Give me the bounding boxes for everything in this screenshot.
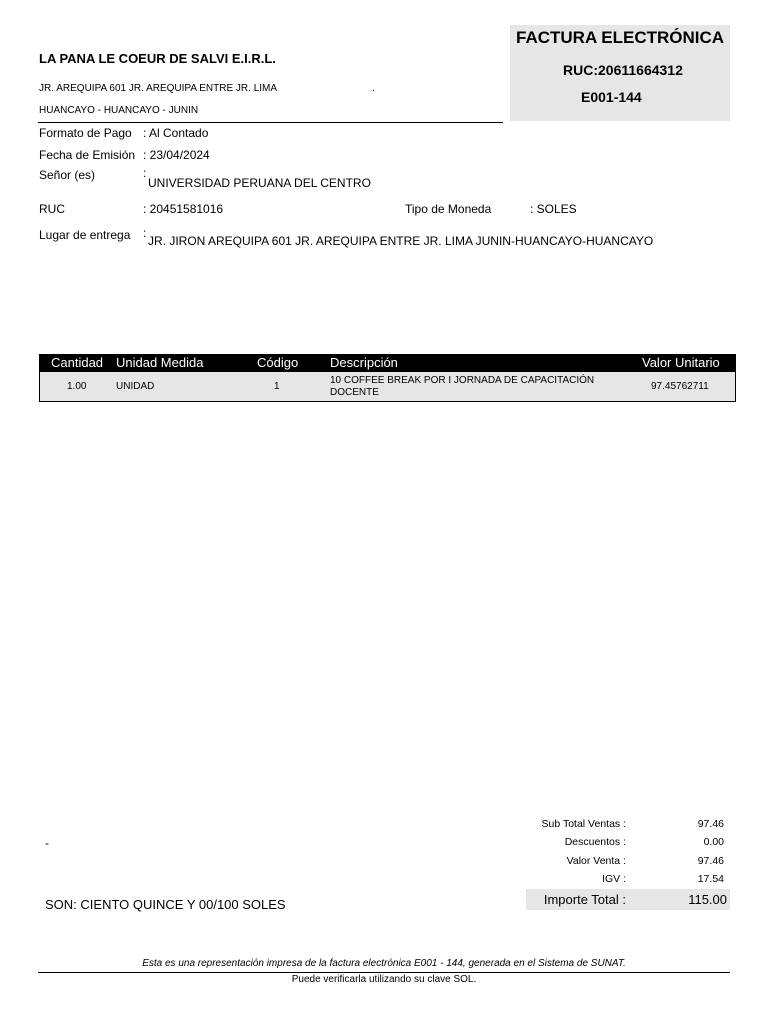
cell-unit: UNIDAD <box>116 381 155 392</box>
total-label: Importe Total : <box>543 892 626 907</box>
header-divider <box>38 122 503 123</box>
total-value: 115.00 <box>688 892 727 907</box>
cell-quantity: 1.00 <box>67 381 87 392</box>
delivery-place-value: JR. JIRON AREQUIPA 601 JR. AREQUIPA ENTRE JR. LIMA JUNIN-HUANCAYO-HUANCAYO <box>148 234 654 248</box>
subtotal-label: Sub Total Ventas : <box>541 818 626 830</box>
col-header-quantity: Cantidad <box>51 355 104 370</box>
cell-description-line1: 10 COFFEE BREAK POR I JORNADA DE CAPACITACIÓN <box>330 375 595 386</box>
currency-value: : SOLES <box>530 202 577 216</box>
footer-divider <box>38 972 730 973</box>
discounts-value: 0.00 <box>703 836 724 848</box>
footer-note: Esta es una representación impresa de la factura electrónica E001 - 144, generada en el Sistema de SUNAT. <box>142 958 626 969</box>
col-header-unit-value: Valor Unitario <box>642 355 720 370</box>
sale-value-value: 97.46 <box>697 855 724 867</box>
amount-in-words: SON: CIENTO QUINCE Y 00/100 SOLES <box>45 897 286 912</box>
discounts-label: Descuentos : <box>564 836 626 848</box>
footer-verify-note: Puede verificarla utilizando su clave SOL. <box>291 974 477 985</box>
invoice-ruc: RUC:20611664312 <box>563 62 683 78</box>
subtotal-value: 97.46 <box>697 818 724 830</box>
customer-ruc-label: RUC <box>39 202 65 216</box>
invoice-number: E001-144 <box>581 89 642 105</box>
customer-label: Señor (es) <box>39 168 96 182</box>
cell-description-line2: DOCENTE <box>330 387 379 398</box>
sale-value-label: Valor Venta : <box>566 855 626 867</box>
col-header-code: Código <box>257 355 299 370</box>
payment-format-value: : Al Contado <box>143 126 209 140</box>
address-line-2: HUANCAYO - HUANCAYO - JUNIN <box>39 105 199 116</box>
dash-mark: - <box>45 836 49 850</box>
address-dot: . <box>372 83 375 94</box>
address-line-1: JR. AREQUIPA 601 JR. AREQUIPA ENTRE JR. LIMA <box>39 83 278 94</box>
igv-value: 17.54 <box>697 873 724 885</box>
invoice-title: FACTURA ELECTRÓNICA <box>516 28 725 47</box>
customer-ruc-value: : 20451581016 <box>143 202 224 216</box>
delivery-place-colon: : <box>143 226 147 240</box>
cell-unit-value: 97.45762711 <box>651 381 709 392</box>
col-header-unit: Unidad Medida <box>116 355 204 370</box>
issue-date-value: : 23/04/2024 <box>143 148 210 162</box>
company-name: LA PANA LE COEUR DE SALVI E.I.R.L. <box>39 51 276 66</box>
payment-format-label: Formato de Pago <box>39 126 132 140</box>
delivery-place-label: Lugar de entrega <box>39 228 131 242</box>
customer-colon: : <box>143 166 147 180</box>
customer-value: UNIVERSIDAD PERUANA DEL CENTRO <box>148 176 371 190</box>
col-header-description: Descripción <box>330 355 398 370</box>
issue-date-label: Fecha de Emisión <box>39 148 136 162</box>
igv-label: IGV : <box>602 873 626 885</box>
cell-code: 1 <box>274 381 280 392</box>
currency-label: Tipo de Moneda <box>405 202 492 216</box>
